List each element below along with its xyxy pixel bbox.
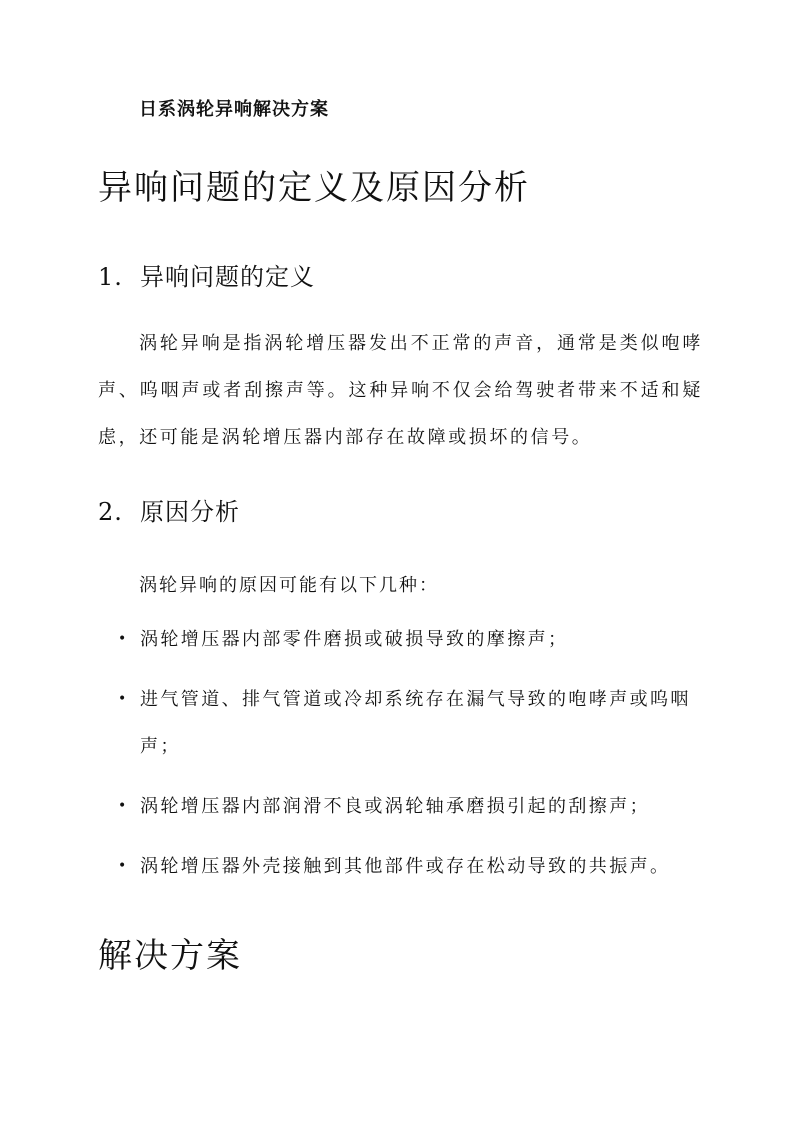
subsection-heading-causes [98,492,240,527]
list-item [118,783,703,830]
list-item [118,676,703,770]
list-item-text: 涡轮增压器内部润滑不良或涡轮轴承磨损引起的刮擦声； [140,796,650,817]
list-item [118,616,703,663]
subsection-heading-definition [98,257,315,292]
subsection-number: 1. [98,263,123,291]
section-heading-solutions: 解决方案 [98,936,242,976]
document-header-title: 日系涡轮异响解决方案 [139,99,329,120]
bullet-dot-icon: • [118,631,129,647]
causes-intro-text: 涡轮异响的原因可能有以下几种： [139,575,439,596]
list-item-text: 涡轮增压器外壳接触到其他部件或存在松动导致的共振声。 [140,856,671,877]
list-item [118,843,703,890]
list-item-text: 进气管道、排气管道或冷却系统存在漏气导致的咆哮声或呜咽声； [140,689,691,757]
subsection-title: 异响问题的定义 [140,263,315,291]
bullet-dot-icon: • [118,691,129,707]
subsection-title: 原因分析 [140,498,240,526]
section-heading-definition-and-causes: 异响问题的定义及原因分析 [98,168,530,208]
causes-bullet-list [118,616,703,903]
bullet-dot-icon: • [118,798,129,814]
subsection-number: 2. [98,498,123,526]
definition-paragraph: 涡轮异响是指涡轮增压器发出不正常的声音，通常是类似咆哮声、呜咽声或者刮擦声等。这种异响不仅会给驾驶者带来不适和疑虑，还可能是涡轮增压器内部存在故障或损坏的信号。 [98,333,703,448]
bullet-dot-icon: • [118,858,129,874]
list-item-text: 涡轮增压器内部零件磨损或破损导致的摩擦声； [140,629,569,650]
